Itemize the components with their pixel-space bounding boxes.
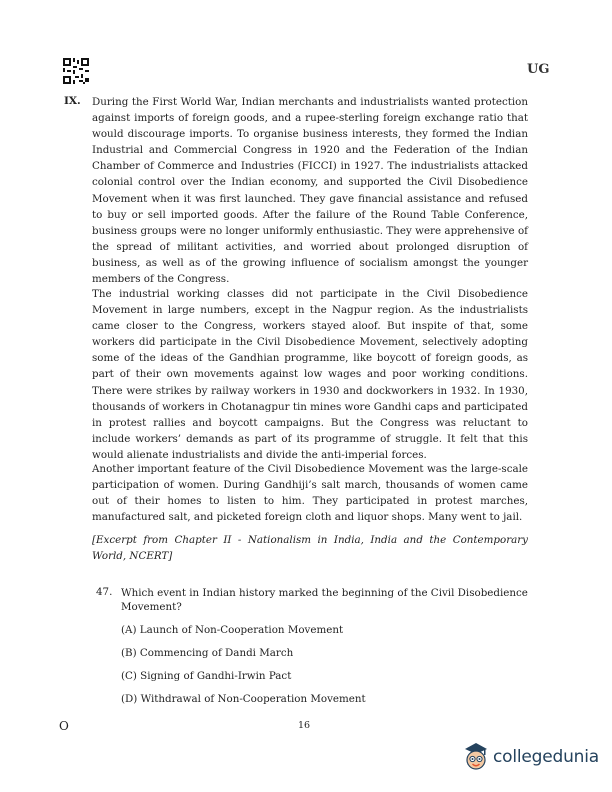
option-c: (C) Signing of Gandhi-Irwin Pact <box>121 670 292 682</box>
option-d: (D) Withdrawal of Non-Cooperation Movement <box>121 693 366 705</box>
mascot-icon <box>462 741 490 773</box>
option-a: (A) Launch of Non-Cooperation Movement <box>121 624 344 636</box>
brand-name: collegedunia <box>493 747 599 767</box>
watermark-logo <box>462 741 599 773</box>
passage-paragraph-2: The industrial working classes did not participate in the Civil Disobedience Movement in large numbers, except in the Nagpur region. As the industrialists came closer to the Congress, workers stayed aloof. But inspite of that, some workers did participate in the Civil Disobedience Movement, selectively adopting some of the ideas of the Gandhian programme, like boycott of foreign goods, as part of their own movements against low wages and poor working conditions. There were strikes by railway workers in 1930 and dockworkers in 1932. In 1930, thousands of workers in Chotanagpur tin mines wore Gandhi caps and participated in protest rallies and boycott campaigns. But the Congress was reluctant to include workers’ demands as part of its programme of struggle. It felt that this would alienate industrialists and divide the anti-imperial forces. <box>92 288 528 461</box>
passage-source: [Excerpt from Chapter II - Nationalism in India, India and the Contemporary World, NCERT] <box>92 534 528 563</box>
barcode-icon <box>63 58 89 84</box>
passage-paragraph-3: Another important feature of the Civil Disobedience Movement was the large-scale participation of women. During Gandhiji’s salt march, thousands of women came out of their homes to listen to him. They participated in protest marches, manufactured salt, and picketed foreign cloth and liquor shops. Many went to jail. <box>92 463 528 524</box>
page-number: 16 <box>298 720 311 731</box>
series-code: UG <box>527 62 550 77</box>
passage-number: IX. <box>64 95 81 107</box>
question-text: Which event in Indian history marked the beginning of the Civil Disobedience Movement? <box>121 587 528 613</box>
option-b: (B) Commencing of Dandi March <box>121 647 294 659</box>
question-number: 47. <box>96 586 113 598</box>
set-code: O <box>59 719 69 733</box>
passage-paragraph-1: During the First World War, Indian merchants and industrialists wanted protection against imports of foreign goods, and a rupee-sterling foreign exchange ratio that would discourage imports. To organise business interests, they formed the Indian Industrial and Commercial Congress in 1920 and the Federation of the Indian Chamber of Commerce and Industries (FICCI) in 1927. The industrialists attacked colonial control over the Indian economy, and supported the Civil Disobedience Movement when it was first launched. They gave financial assistance and refused to buy or sell imported goods. After the failure of the Round Table Conference, business groups were no longer uniformly enthusiastic. They were apprehensive of the spread of militant activities, and worried about prolonged disruption of business, as well as of the growing influence of socialism amongst the younger members of the Congress. <box>92 96 528 286</box>
